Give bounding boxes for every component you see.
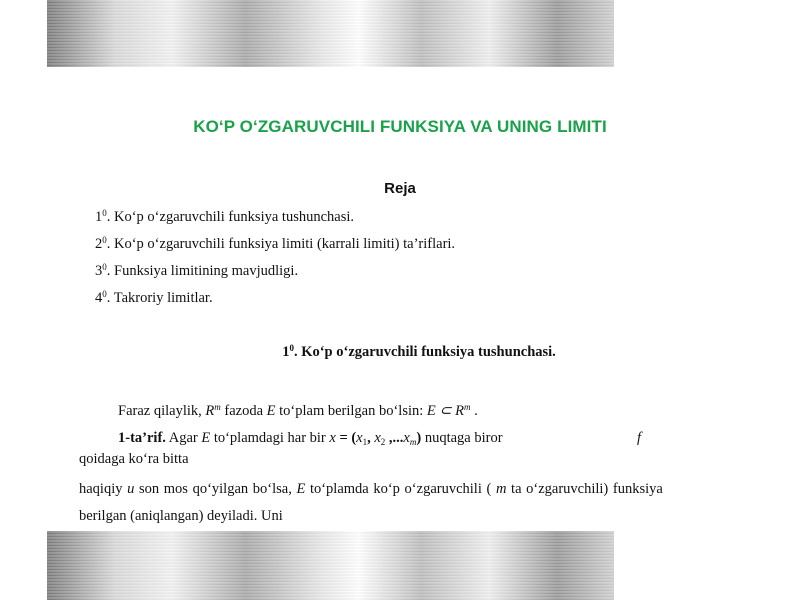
- definition-label: 1-ta’rif.: [118, 430, 166, 446]
- decorative-footer-banner: [47, 531, 614, 600]
- decorative-header-banner: [47, 0, 614, 67]
- paragraph-intro: Faraz qilaylik, $R^m$ fazoda E to‘plam berilgan bo‘lsin: E ⊂ $R^m$ .: [118, 402, 478, 419]
- plan-heading: Reja: [384, 180, 416, 197]
- plan-item: $1^0$. Ko‘p o‘zgaruvchili funksiya tushunchasi.: [95, 208, 355, 225]
- definition-line: 1-ta’rif. Agar E to‘plamdagi har bir $x = (x_1$, $x_2$ $,...x_m$) nuqtaga biror: [118, 430, 503, 447]
- page-title: KO‘P O‘ZGARUVCHILI FUNKSIYA VA UNING LIMITI: [193, 117, 607, 136]
- paragraph-end: berilgan (aniqlangan) deyiladi. Uni: [79, 508, 283, 524]
- paragraph-body: haqiqiy u son mos qo‘yilgan bo‘lsa, E to‘plamda ko‘p o‘zgaruvchili ( m ta o‘zgaruvchili) funksiya: [79, 481, 663, 497]
- section-heading: $1^0$. Ko‘p o‘zgaruvchili funksiya tushunchasi.: [282, 343, 556, 360]
- plan-item: $4^0$. Takroriy limitlar.: [95, 289, 213, 306]
- plan-item: $2^0$. Ko‘p o‘zgaruvchili funksiya limiti (karrali limiti) ta’riflari.: [95, 235, 456, 252]
- definition-continuation: qoidaga ko‘ra bitta: [79, 451, 189, 467]
- function-symbol: f: [637, 430, 642, 446]
- plan-item: $3^0$. Funksiya limitining mavjudligi.: [95, 262, 299, 279]
